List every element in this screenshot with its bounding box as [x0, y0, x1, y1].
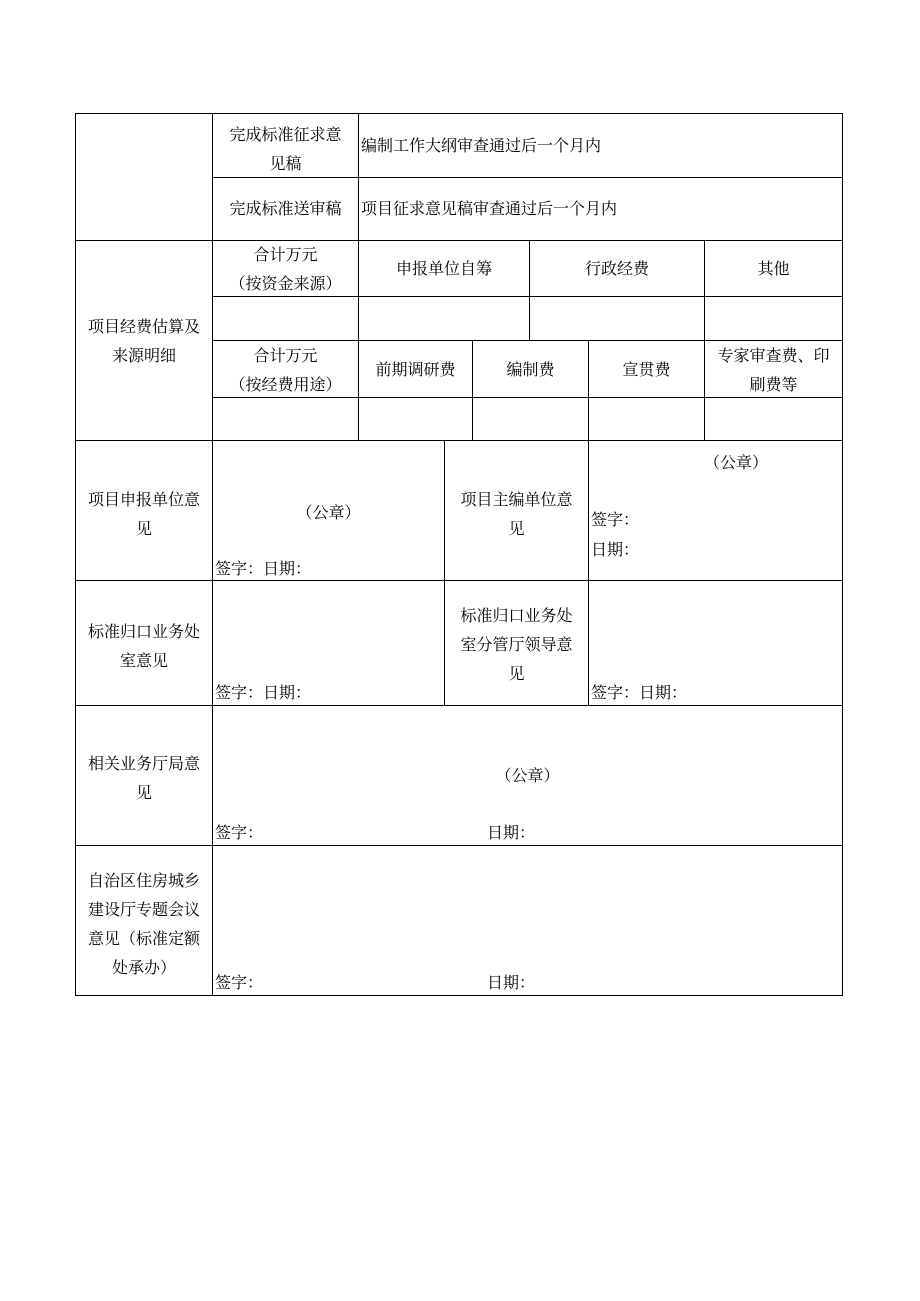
usage-total-header: 合计万元 （按经费用途） — [229, 346, 342, 394]
related-bureau-opinion-label: 相关业务厅局意 见 — [87, 754, 200, 802]
applicant-seal: （公章） — [296, 503, 361, 522]
usage-col-research: 前期调研费 — [375, 360, 456, 379]
office-leader-sign-date: 签字：日期： — [591, 683, 688, 702]
divider-budget-top — [75, 240, 843, 241]
table-border-right — [842, 113, 843, 996]
divider-schedule-col — [358, 113, 359, 241]
chief-editor-seal: （公章） — [703, 453, 768, 472]
divider-opinion-row-4 — [75, 845, 843, 846]
usage-col-compile: 编制费 — [506, 360, 555, 379]
schedule-row1-value: 编制工作大纲审查通过后一个月内 — [361, 136, 602, 155]
department-meeting-date: 日期： — [487, 973, 536, 992]
standards-office-opinion-label: 标准归口业务处 室意见 — [87, 622, 200, 670]
chief-editor-sign: 签字： — [591, 510, 640, 529]
table-border-top — [75, 113, 843, 114]
related-bureau-seal: （公章） — [495, 766, 560, 785]
divider-budget-bottom — [75, 440, 843, 441]
source-col-self-funded: 申报单位自筹 — [395, 259, 492, 278]
schedule-row1-label-line1: 完成标准征求意 — [229, 125, 342, 144]
table-border-left — [75, 113, 76, 996]
usage-col-promotion: 宣贯费 — [622, 360, 671, 379]
related-bureau-sign: 签字： — [215, 823, 264, 842]
schedule-row1-label — [213, 120, 358, 178]
related-bureau-date: 日期： — [487, 823, 536, 842]
budget-section-label: 项目经费估算及 来源明细 — [87, 317, 200, 365]
chief-editor-opinion-label: 项目主编单位意 见 — [460, 490, 573, 538]
chief-editor-date: 日期： — [591, 540, 640, 559]
schedule-row1-label-line2: 见稿 — [269, 154, 302, 173]
usage-col-review-print: 专家审查费、印 刷费等 — [717, 346, 830, 394]
source-col-other: 其他 — [757, 259, 790, 278]
divider-opinion-row-2 — [75, 580, 843, 581]
standards-office-sign-date: 签字：日期： — [215, 683, 312, 702]
source-col-admin-funds: 行政经费 — [584, 259, 649, 278]
table-border-bottom — [75, 995, 843, 996]
schedule-row2-value: 项目征求意见稿审查通过后一个月内 — [361, 199, 618, 218]
applicant-opinion-label: 项目申报单位意 见 — [87, 490, 200, 538]
applicant-sign-date: 签字：日期： — [215, 559, 312, 578]
office-leader-opinion-label: 标准归口业务处 室分管厅领导意 见 — [460, 606, 573, 683]
source-total-header: 合计万元 （按资金来源） — [229, 245, 342, 293]
divider-opinion-right-col — [588, 440, 589, 706]
department-meeting-sign: 签字： — [215, 973, 264, 992]
department-meeting-opinion-label: 自治区住房城乡 建设厅专题会议 意见（标准定额 处承办） — [87, 871, 200, 977]
schedule-row2-label: 完成标准送审稿 — [229, 199, 342, 218]
divider-opinion-row-3 — [75, 705, 843, 706]
